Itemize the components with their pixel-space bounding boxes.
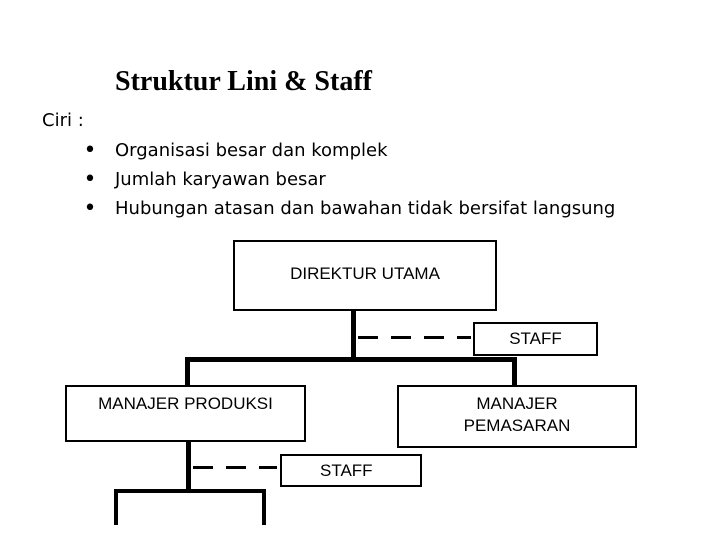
staff-top-dashed-connector xyxy=(358,336,471,339)
connector-lower-horizontal xyxy=(114,489,266,493)
staff-bottom-dashed-connector xyxy=(193,466,277,469)
staff-bottom-label: STAFF xyxy=(320,461,373,480)
connector-produksi-down xyxy=(186,442,191,492)
connector-top-vertical xyxy=(351,311,356,360)
manajer-pemasaran-label-line1: MANAJER xyxy=(476,394,558,413)
manajer-pemasaran-label-line2: PEMASARAN xyxy=(463,416,571,435)
bullet-icon: • xyxy=(83,196,97,221)
staff-bottom-box xyxy=(280,454,422,487)
list-item xyxy=(80,167,615,196)
characteristics-list xyxy=(80,138,615,225)
direktur-utama-box xyxy=(233,240,497,311)
manajer-produksi-label: MANAJER PRODUKSI xyxy=(98,394,273,413)
connector-right-drop xyxy=(512,357,517,385)
slide-title: Struktur Lini & Staff xyxy=(115,66,372,97)
connector-left-drop xyxy=(185,357,190,385)
manajer-pemasaran-box xyxy=(397,385,637,448)
connector-lower-left-drop xyxy=(114,489,118,525)
bullet-icon: • xyxy=(83,138,97,163)
direktur-utama-label: DIREKTUR UTAMA xyxy=(290,264,440,283)
bullet-icon: • xyxy=(83,167,97,192)
connector-horizontal-branch xyxy=(185,357,517,362)
staff-top-box xyxy=(473,322,598,356)
ciri-label: Ciri : xyxy=(42,110,84,131)
list-item-text: Hubungan atasan dan bawahan tidak bersifat langsung xyxy=(115,198,616,219)
list-item-text: Organisasi besar dan komplek xyxy=(115,140,388,161)
staff-top-label: STAFF xyxy=(509,329,562,348)
manajer-produksi-box xyxy=(65,385,306,442)
list-item xyxy=(80,196,615,225)
list-item xyxy=(80,138,615,167)
connector-lower-right-drop xyxy=(262,489,266,525)
list-item-text: Jumlah karyawan besar xyxy=(115,169,326,190)
